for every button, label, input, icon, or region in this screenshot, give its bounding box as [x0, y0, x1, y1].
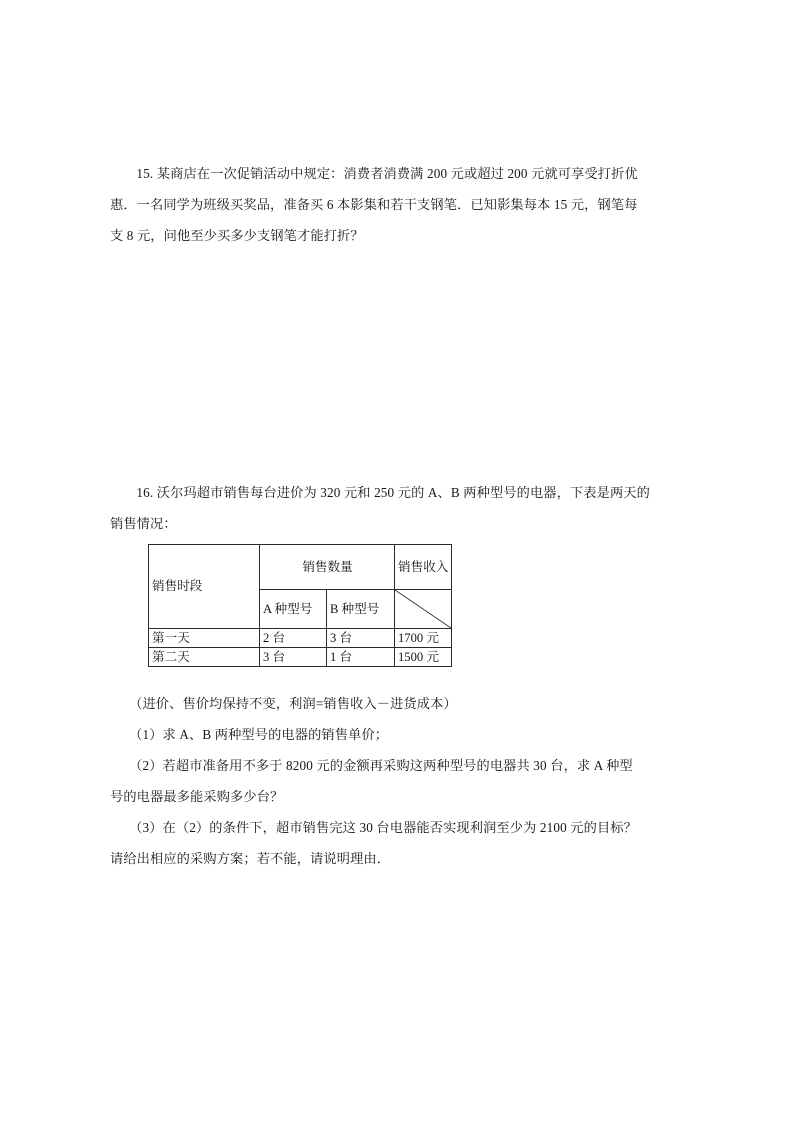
- question-16-sub3-line-1: （3）在（2）的条件下，超市销售完这 30 台电器能否实现利润至少为 2100 元的目标？: [129, 820, 637, 835]
- question-16-sub2-line-2: 号的电器最多能采购多少台？: [110, 789, 284, 804]
- table-header-quantity: 销售数量: [260, 545, 395, 590]
- question-15-block: [110, 158, 685, 251]
- question-16-note-block: [110, 688, 685, 719]
- sales-table-wrapper: [148, 544, 452, 667]
- question-16-sub3-line-2: 请给出相应的采购方案；若不能，请说明理由．: [110, 851, 391, 866]
- table-header-income: 销售收入: [395, 545, 452, 590]
- table-cell-qty-b: 3 台: [327, 629, 395, 648]
- question-16-sub2-line-1: （2）若超市准备用不多于 8200 元的金额再采购这两种型号的电器共 30 台，求 A 种型: [129, 758, 633, 773]
- table-header-income-diagonal-cell: [395, 590, 452, 629]
- table-cell-qty-a: 3 台: [260, 648, 327, 667]
- table-header-type-a: A 种型号: [260, 590, 327, 629]
- question-16-sub2-block: [110, 750, 685, 812]
- question-16-sub3-block: [110, 812, 685, 874]
- table-header-row-1: [149, 545, 452, 590]
- table-header-type-b: B 种型号: [327, 590, 395, 629]
- question-16-lead-line-1: 16. 沃尔玛超市销售每台进价为 320 元和 250 元的 A、B 两种型号的电器，下表是两天的: [136, 485, 650, 500]
- question-16-sub1: （1）求 A、B 两种型号的电器的销售单价；: [129, 727, 389, 742]
- table-cell-income: 1700 元: [395, 629, 452, 648]
- question-15-line-1: 15. 某商店在一次促销活动中规定：消费者消费满 200 元或超过 200 元就可享受打折优: [136, 166, 638, 181]
- question-16-sub1-block: [110, 719, 685, 750]
- question-16-note: （进价、售价均保持不变，利润=销售收入－进货成本）: [129, 696, 457, 711]
- question-15-line-3: 支 8 元，问他至少买多少支钢笔才能打折？: [110, 228, 364, 243]
- question-15-line-2: 惠．一名同学为班级买奖品，准备买 6 本影集和若干支钢笔．已知影集每本 15 元，钢笔每: [110, 197, 638, 212]
- question-16-lead-line-2: 销售情况：: [110, 516, 177, 531]
- table-row: [149, 648, 452, 667]
- table-cell-income: 1500 元: [395, 648, 452, 667]
- table-cell-qty-b: 1 台: [327, 648, 395, 667]
- table-row: [149, 629, 452, 648]
- question-16-lead-block: [110, 477, 685, 539]
- sales-table: [148, 544, 452, 667]
- table-cell-period: 第二天: [149, 648, 260, 667]
- diagonal-slash-icon: [395, 590, 451, 628]
- table-header-period: 销售时段: [149, 545, 260, 629]
- table-cell-qty-a: 2 台: [260, 629, 327, 648]
- table-cell-period: 第一天: [149, 629, 260, 648]
